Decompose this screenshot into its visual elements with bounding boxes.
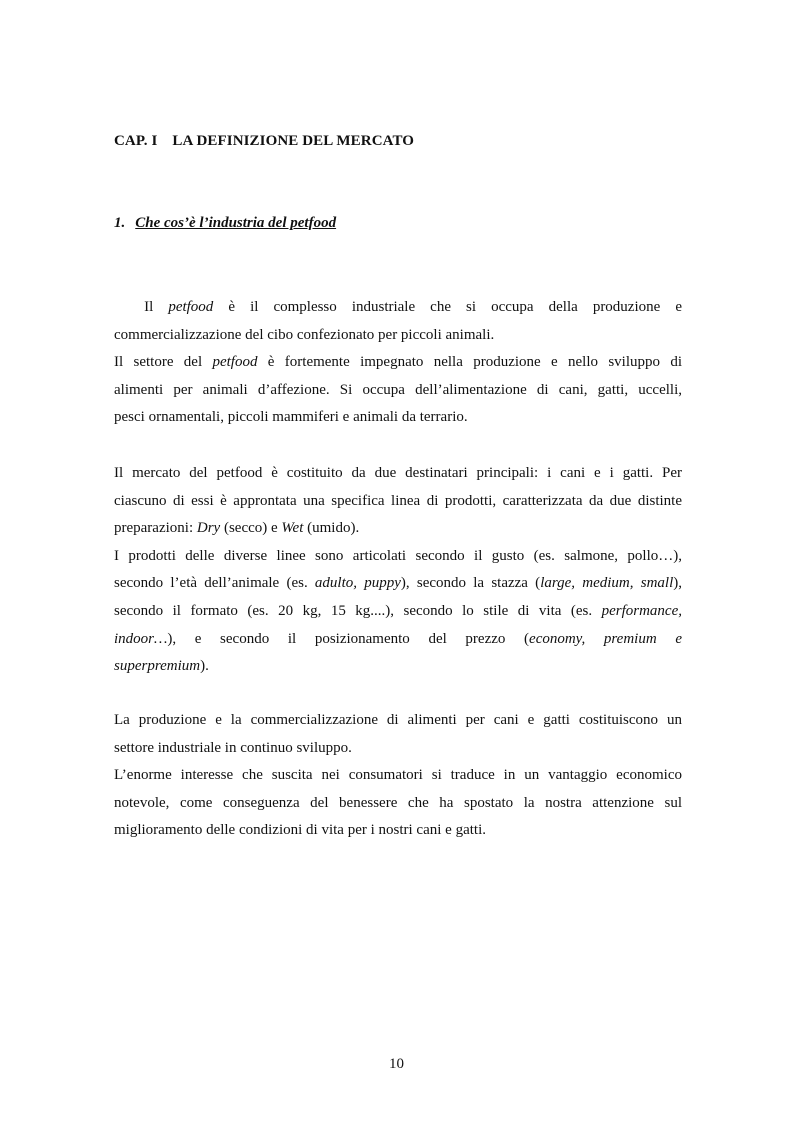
text-line: secondo l’età dell’animale (es. adulto, puppy), secondo la stazza (large, medium, small), — [114, 575, 682, 592]
paragraph-market — [114, 460, 682, 681]
text-line: alimenti per animali d’affezione. Si occupa dell’alimentazione di cani, gatti, uccelli, — [114, 381, 682, 398]
paragraph-development — [114, 707, 682, 845]
text-line: Il mercato del petfood è costituito da due destinatari principali: i cani e i gatti. Per — [114, 465, 682, 481]
text-line: preparazioni: Dry (secco) e Wet (umido). — [114, 520, 360, 537]
text-line: pesci ornamentali, piccoli mammiferi e animali da terrario. — [114, 409, 468, 426]
text-line: secondo il formato (es. 20 kg, 15 kg....), secondo lo stile di vita (es. performance, — [114, 602, 682, 619]
text-line: ciascuno di essi è approntata una specifica linea di prodotti, caratterizzata da due distinte — [114, 492, 682, 509]
page-number: 10 — [389, 1056, 404, 1072]
text-line: I prodotti delle diverse linee sono articolati secondo il gusto (es. salmone, pollo…), — [114, 547, 682, 564]
chapter-heading — [114, 133, 414, 150]
section-number: 1. — [114, 215, 126, 231]
text-line: miglioramento delle condizioni di vita per i nostri cani e gatti. — [114, 822, 486, 839]
text-line: L’enorme interesse che suscita nei consumatori si traduce in un vantaggio economico — [114, 767, 682, 784]
text-line: commercializzazione del cibo confezionato per piccoli animali. — [114, 326, 495, 343]
text-line: superpremium). — [114, 658, 209, 675]
text-line: settore industriale in continuo sviluppo. — [114, 739, 352, 756]
section-heading — [114, 215, 336, 232]
chapter-title: LA DEFINIZIONE DEL MERCATO — [172, 133, 415, 149]
paragraph-intro — [114, 294, 682, 432]
text-line: Il petfood è il complesso industriale che si occupa della produzione e — [114, 299, 682, 315]
text-line: Il settore del petfood è fortemente impegnato nella produzione e nello sviluppo di — [114, 354, 682, 371]
text-line: La produzione e la commercializzazione di alimenti per cani e gatti costituiscono un — [114, 712, 682, 728]
section-title: Che cos’è l’industria del petfood — [135, 215, 337, 231]
chapter-label: CAP. I — [114, 133, 158, 149]
text-line: notevole, come conseguenza del benessere che ha spostato la nostra attenzione sul — [114, 794, 682, 811]
text-line: indoor…), e secondo il posizionamento del prezzo (economy, premium e — [114, 630, 682, 647]
